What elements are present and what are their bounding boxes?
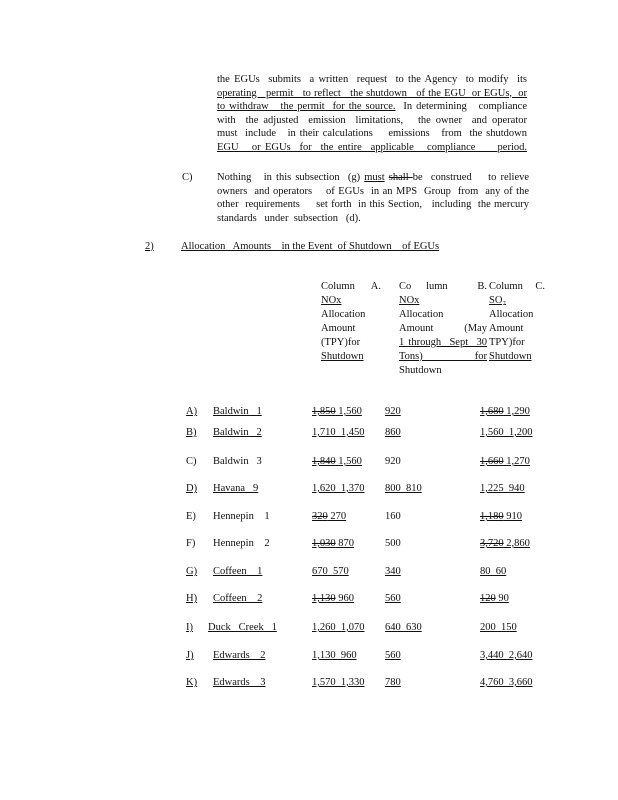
column-a-value: [312, 537, 354, 551]
column-header-line: Tons) for: [399, 351, 487, 362]
text-segment: Nothing in this subsection (g): [217, 172, 365, 183]
value: 1,570 1,330: [312, 677, 365, 688]
text-line: [217, 100, 527, 114]
text-line: [217, 171, 529, 185]
inserted-text: EGU or EGUs for the entire applicable compliance period.: [217, 141, 527, 153]
column-a-value: [312, 649, 357, 663]
value: 3,440 2,640: [480, 650, 533, 661]
column-b-value: [385, 482, 422, 496]
column-c-value: [480, 676, 533, 690]
inserted-text: to withdraw the permit for the source.: [217, 101, 396, 113]
unit-name: Baldwin 2: [213, 427, 262, 438]
column-b-value: [385, 621, 422, 635]
row-label: E): [186, 511, 196, 522]
column-c-value: [480, 482, 525, 496]
value: 920: [385, 406, 401, 417]
row-label: G): [186, 566, 198, 577]
struck-value: 1,680: [480, 406, 504, 417]
value: 1,560 1,200: [480, 427, 533, 438]
column-c-header: [489, 280, 545, 364]
column-c-value: [480, 426, 533, 440]
value: 1,270: [503, 456, 530, 467]
text-segment: with the adjusted emission limitations, the owner and operator: [217, 114, 527, 126]
struck-value: 1,850: [312, 406, 336, 417]
column-header-line: NOx: [321, 295, 342, 306]
value: 860: [385, 427, 401, 438]
value: 560: [385, 593, 401, 604]
struck-value: 320: [312, 511, 328, 522]
column-header-line: SO₂: [489, 295, 507, 306]
struck-value: 1,130: [312, 593, 336, 604]
value: 1,620 1,370: [312, 483, 365, 494]
row-label: A): [186, 406, 198, 417]
column-a-value: [312, 510, 346, 524]
text-segment: owners and operators of EGUs in an MPS Group from any of the: [217, 185, 529, 197]
column-c-value: [480, 565, 506, 579]
unit-name: Baldwin 3: [213, 456, 262, 467]
column-header-line: Shutdown: [399, 365, 442, 376]
value: 1,560: [335, 456, 362, 467]
column-a-value: [312, 482, 365, 496]
column-b-value: [385, 405, 401, 419]
column-c-value: [480, 621, 517, 635]
column-a-value: [312, 621, 365, 635]
struck-value: 1,840: [312, 456, 336, 467]
text-line: [217, 212, 529, 226]
column-header-line: Allocation: [489, 309, 534, 320]
value: 500: [385, 538, 401, 549]
column-c-value: [480, 510, 522, 524]
value: 670 570: [312, 566, 349, 577]
unit-name: Havana 9: [213, 483, 259, 494]
struck-text: shall: [388, 172, 413, 183]
value: 2,860: [503, 538, 530, 549]
column-header-line: (TPY)for: [321, 337, 361, 348]
row-label: H): [186, 593, 198, 604]
column-header-line: Co lumn B.: [399, 281, 487, 292]
value: 270: [327, 511, 347, 522]
section-title: Allocation Amounts in the Event of Shutdown of EGUs: [181, 241, 440, 252]
value: 780: [385, 677, 401, 688]
value: 1,130 960: [312, 650, 357, 661]
unit-name: Duck Creek 1: [208, 622, 277, 633]
text-segment: the EGUs submits a written request to the Agency to modify its: [217, 74, 527, 85]
unit-name: Baldwin 1: [213, 406, 262, 417]
column-header-line: TPY)for: [489, 337, 525, 348]
column-c-value: [480, 455, 530, 469]
column-header-line: Allocation: [321, 309, 366, 320]
unit-name: Hennepin 2: [213, 538, 270, 549]
column-b-value: [385, 565, 401, 579]
value: 1,290: [503, 406, 530, 417]
intro-paragraph: [217, 73, 527, 155]
column-c-value: [480, 592, 509, 606]
column-a-value: [312, 565, 349, 579]
text-segment: In determining compliance: [395, 101, 527, 113]
inserted-text: must: [364, 172, 385, 183]
column-b-header: [399, 280, 487, 378]
value: 920: [385, 456, 401, 467]
struck-value: 1,660: [480, 456, 504, 467]
row-label: D): [186, 483, 198, 494]
text-segment: be construed to relieve: [412, 172, 530, 183]
row-label: J): [186, 650, 194, 661]
column-b-value: [385, 537, 401, 551]
column-a-value: [312, 676, 365, 690]
column-header-line: Shutdown: [321, 351, 364, 362]
row-label: F): [186, 538, 196, 549]
text-line: [217, 141, 527, 155]
value: 640 630: [385, 622, 422, 633]
value: 160: [385, 511, 401, 522]
column-header-line: Column A.: [321, 281, 381, 292]
value: 800 810: [385, 483, 422, 494]
value: 90: [495, 593, 509, 604]
value: 870: [335, 538, 354, 549]
row-label: C): [186, 456, 197, 467]
column-header-line: NOx: [399, 295, 420, 306]
value: 1,560: [335, 406, 362, 417]
value: 1,260 1,070: [312, 622, 365, 633]
column-header-line: Column C.: [489, 281, 545, 292]
struck-value: 1,180: [480, 511, 504, 522]
text-line: [217, 198, 529, 212]
text-line: [217, 127, 527, 141]
item-c-paragraph: [217, 171, 529, 225]
column-b-value: [385, 676, 401, 690]
value: 1,225 940: [480, 483, 525, 494]
unit-name: Edwards 3: [213, 677, 266, 688]
column-c-value: [480, 537, 530, 551]
column-a-value: [312, 592, 354, 606]
value: 200 150: [480, 622, 517, 633]
section-number: 2): [145, 241, 154, 252]
text-line: [217, 185, 529, 199]
inserted-text: operating permit to reflect the shutdown of the EGU or EGUs, or: [217, 87, 527, 99]
unit-name: Edwards 2: [213, 650, 266, 661]
row-label: I): [186, 622, 193, 633]
value: 340: [385, 566, 401, 577]
value: 80 60: [480, 566, 507, 577]
column-b-value: [385, 426, 401, 440]
column-header-line: Amount: [489, 323, 524, 334]
item-c-label: C): [182, 172, 193, 183]
struck-value: 120: [480, 593, 496, 604]
unit-name: Coffeen 1: [213, 566, 263, 577]
column-header-line: Amount (May: [399, 323, 487, 334]
column-a-value: [312, 426, 365, 440]
column-b-value: [385, 455, 401, 469]
column-a-header: [321, 280, 381, 364]
value: 960: [335, 593, 354, 604]
value: 4,760 3,660: [480, 677, 533, 688]
text-line: [217, 87, 527, 101]
unit-name: Hennepin 1: [213, 511, 270, 522]
text-segment: must include in their calculations emissions from the shutdown: [217, 128, 527, 140]
text-line: [217, 114, 527, 128]
value: 1,710 1,450: [312, 427, 365, 438]
row-label: K): [186, 677, 198, 688]
column-c-value: [480, 649, 533, 663]
column-header-line: Amount: [321, 323, 356, 334]
column-b-value: [385, 592, 401, 606]
row-label: B): [186, 427, 197, 438]
column-header-line: Shutdown: [489, 351, 532, 362]
value: 560: [385, 650, 401, 661]
column-header-line: Allocation: [399, 309, 444, 320]
unit-name: Coffeen 2: [213, 593, 263, 604]
column-b-value: [385, 510, 401, 524]
struck-value: 3,720: [480, 538, 504, 549]
text-segment: standards under subsection (d).: [217, 212, 361, 224]
text-segment: other requirements set forth in this Section, including the mercury: [217, 199, 529, 211]
column-header-line: 1 through Sept 30: [399, 337, 487, 348]
column-a-value: [312, 455, 362, 469]
column-a-value: [312, 405, 362, 419]
value: 910: [503, 511, 522, 522]
column-c-value: [480, 405, 530, 419]
column-b-value: [385, 649, 401, 663]
struck-value: 1,030: [312, 538, 336, 549]
text-line: [217, 73, 527, 87]
